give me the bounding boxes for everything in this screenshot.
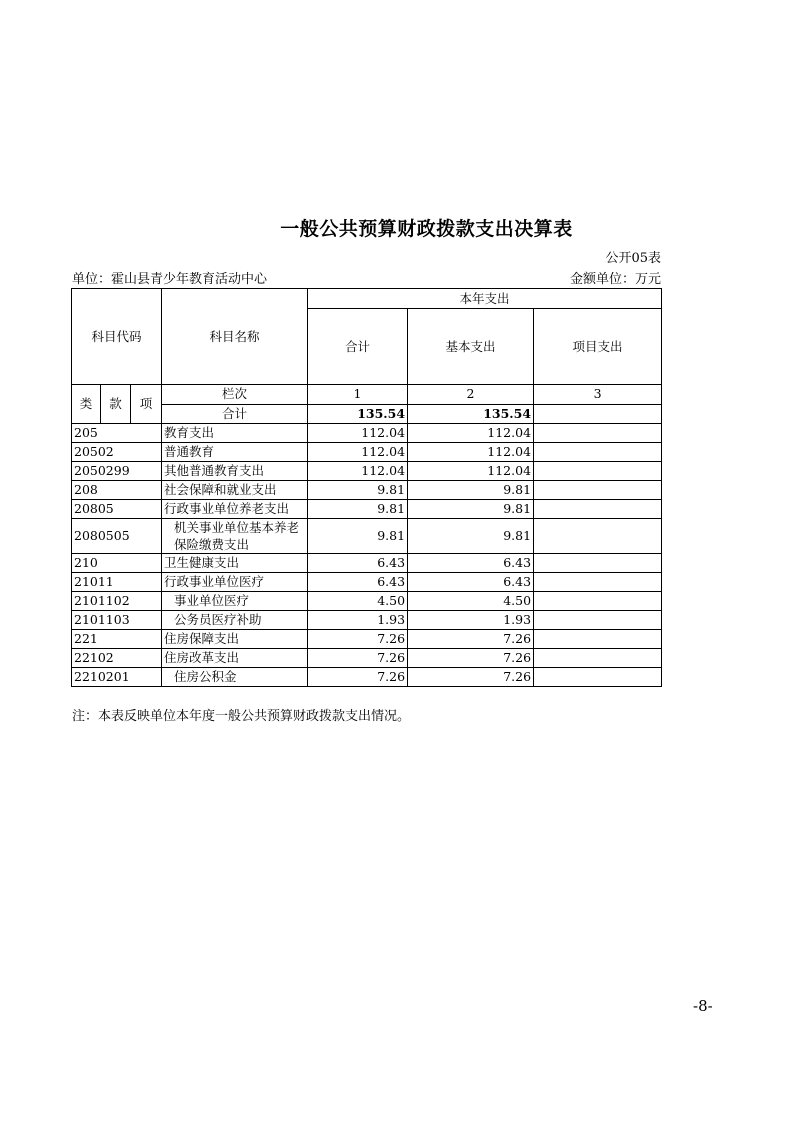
row-code: 210: [72, 554, 162, 573]
row-project: [534, 519, 662, 554]
header-lei: 类: [72, 385, 101, 424]
header-this-year: 本年支出: [308, 289, 662, 309]
row-project: [534, 649, 662, 668]
header-kuan: 款: [101, 385, 131, 424]
row-project: [534, 481, 662, 500]
column-index-label: 栏次: [162, 385, 308, 405]
sum-basic: 135.54: [408, 404, 534, 424]
row-name: 普通教育: [162, 443, 308, 462]
row-code: 2050299: [72, 462, 162, 481]
row-basic: 6.43: [408, 573, 534, 592]
row-name: 教育支出: [162, 424, 308, 443]
row-basic: 7.26: [408, 668, 534, 687]
row-project: [534, 668, 662, 687]
row-basic: 6.43: [408, 554, 534, 573]
row-total: 7.26: [308, 668, 408, 687]
row-code: 20502: [72, 443, 162, 462]
row-name: 住房公积金: [162, 668, 308, 687]
row-basic: 112.04: [408, 462, 534, 481]
row-project: [534, 611, 662, 630]
row-total: 9.81: [308, 519, 408, 554]
row-name: 住房改革支出: [162, 649, 308, 668]
row-total: 6.43: [308, 554, 408, 573]
sum-total: 135.54: [308, 404, 408, 424]
row-basic: 112.04: [408, 424, 534, 443]
row-total: 7.26: [308, 630, 408, 649]
row-total: 7.26: [308, 649, 408, 668]
form-code: 公开05表: [605, 251, 661, 266]
unit-label: 单位：霍山县青少年教育活动中心: [72, 272, 268, 287]
table-row: [72, 554, 662, 573]
table-row: [72, 649, 662, 668]
row-basic: 9.81: [408, 481, 534, 500]
row-name: 事业单位医疗: [162, 592, 308, 611]
header-total: 合计: [308, 309, 408, 385]
row-basic: 112.04: [408, 443, 534, 462]
header-name: 科目名称: [162, 289, 308, 385]
sum-project: [534, 404, 662, 424]
row-code: 205: [72, 424, 162, 443]
table-row: [72, 481, 662, 500]
row-total: 4.50: [308, 592, 408, 611]
row-name: 卫生健康支出: [162, 554, 308, 573]
row-basic: 9.81: [408, 500, 534, 519]
row-basic: 4.50: [408, 592, 534, 611]
row-name: 公务员医疗补助: [162, 611, 308, 630]
table-row: [72, 611, 662, 630]
row-total: 112.04: [308, 443, 408, 462]
row-code: 2080505: [72, 519, 162, 554]
column-index-2: 2: [408, 385, 534, 405]
row-code: 22102: [72, 649, 162, 668]
row-basic: 9.81: [408, 519, 534, 554]
row-code: 21011: [72, 573, 162, 592]
row-project: [534, 443, 662, 462]
row-name: 住房保障支出: [162, 630, 308, 649]
row-project: [534, 500, 662, 519]
table-row: [72, 630, 662, 649]
row-total: 112.04: [308, 462, 408, 481]
row-total: 9.81: [308, 500, 408, 519]
sum-label: 合计: [162, 404, 308, 424]
header-code: 科目代码: [72, 289, 162, 385]
row-code: 2101102: [72, 592, 162, 611]
table-row: [72, 424, 662, 443]
row-basic: 7.26: [408, 649, 534, 668]
header-basic: 基本支出: [408, 309, 534, 385]
row-name: 机关事业单位基本养老保险缴费支出: [162, 519, 308, 554]
column-index-1: 1: [308, 385, 408, 405]
row-basic: 7.26: [408, 630, 534, 649]
row-project: [534, 554, 662, 573]
row-code: 20805: [72, 500, 162, 519]
table-row: [72, 443, 662, 462]
budget-table: [71, 288, 662, 687]
row-code: 208: [72, 481, 162, 500]
row-name: 社会保障和就业支出: [162, 481, 308, 500]
row-total: 112.04: [308, 424, 408, 443]
row-total: 9.81: [308, 481, 408, 500]
page-title: 一般公共预算财政拨款支出决算表: [280, 218, 573, 240]
table-row: [72, 668, 662, 687]
table-row: [72, 519, 662, 554]
table-row: [72, 592, 662, 611]
table-row: [72, 573, 662, 592]
row-project: [534, 592, 662, 611]
table-row: [72, 500, 662, 519]
row-code: 2210201: [72, 668, 162, 687]
row-project: [534, 424, 662, 443]
row-name: 其他普通教育支出: [162, 462, 308, 481]
row-total: 1.93: [308, 611, 408, 630]
header-xiang: 项: [131, 385, 162, 424]
footnote: 注：本表反映单位本年度一般公共预算财政拨款支出情况。: [72, 709, 411, 724]
column-index-3: 3: [534, 385, 662, 405]
page-number: -8-: [693, 997, 713, 1015]
row-total: 6.43: [308, 573, 408, 592]
row-name: 行政事业单位养老支出: [162, 500, 308, 519]
row-project: [534, 573, 662, 592]
row-name: 行政事业单位医疗: [162, 573, 308, 592]
header-project: 项目支出: [534, 309, 662, 385]
table-row: [72, 462, 662, 481]
amount-unit: 金额单位：万元: [569, 272, 661, 287]
row-code: 2101103: [72, 611, 162, 630]
row-project: [534, 630, 662, 649]
row-code: 221: [72, 630, 162, 649]
row-basic: 1.93: [408, 611, 534, 630]
row-project: [534, 462, 662, 481]
